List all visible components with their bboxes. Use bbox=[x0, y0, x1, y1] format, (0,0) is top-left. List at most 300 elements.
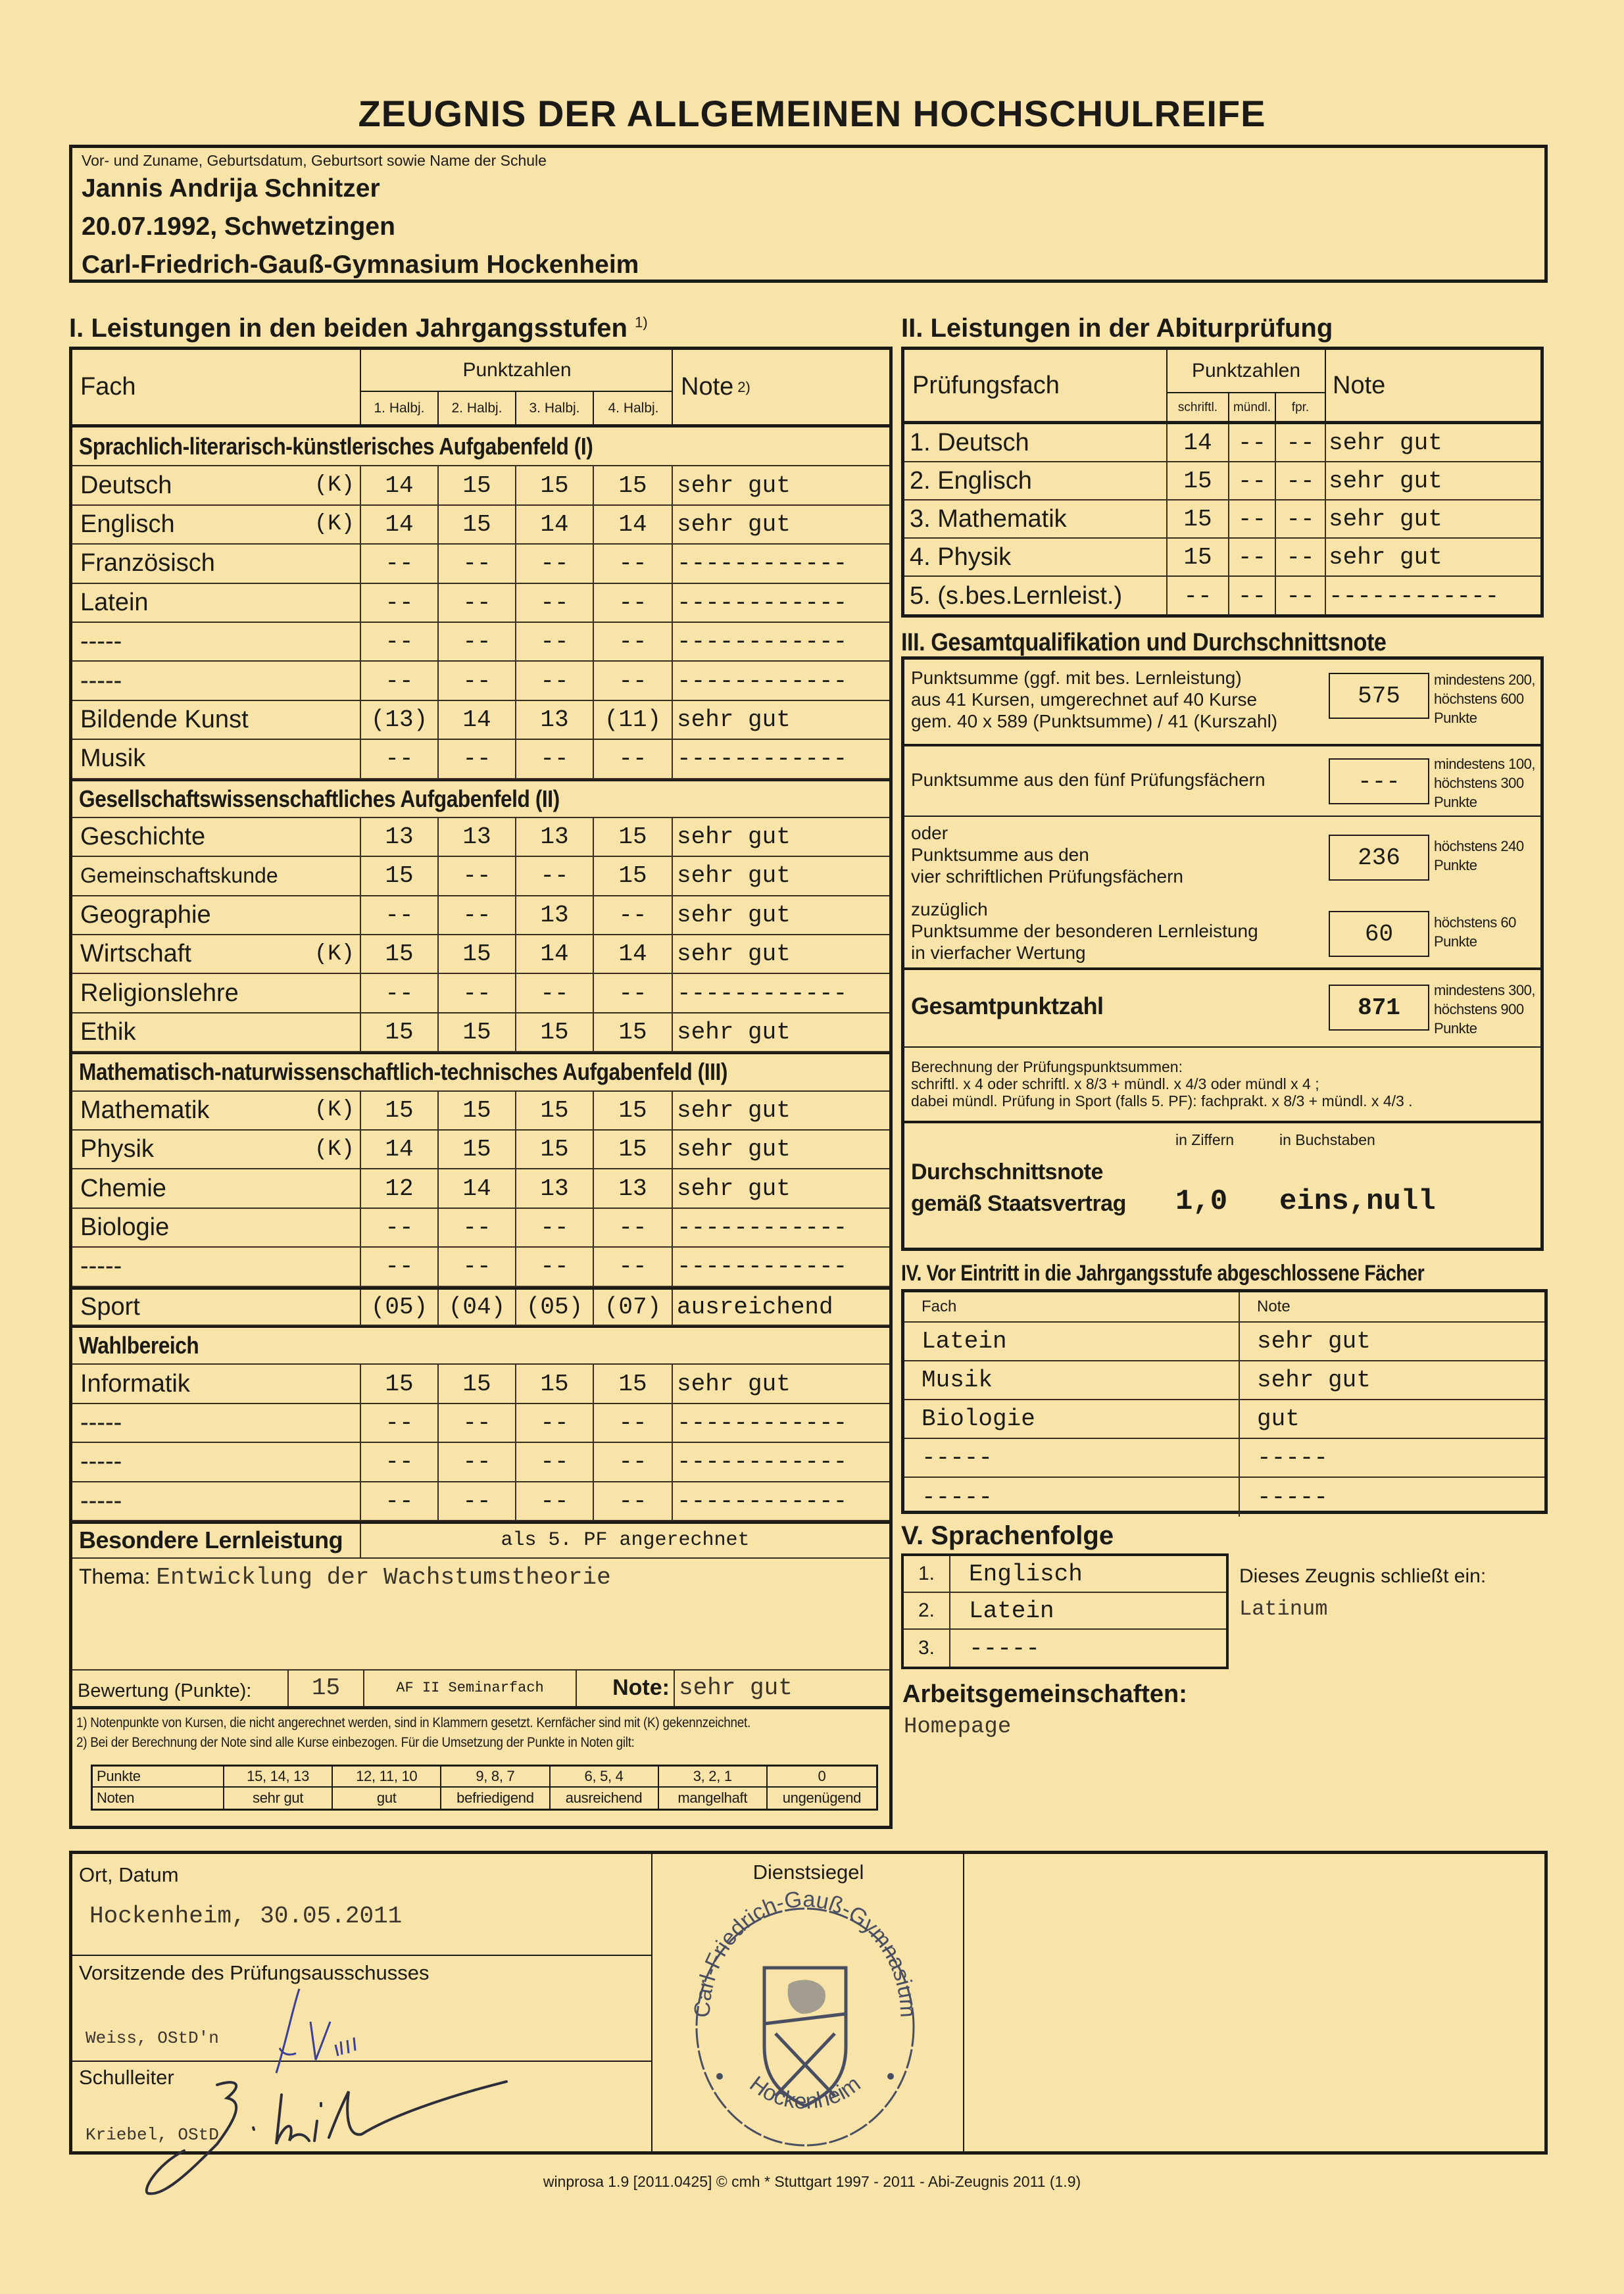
table-row bbox=[904, 1323, 1544, 1361]
subject-cell bbox=[72, 545, 361, 582]
group-heading-text: Mathematisch-naturwissenschaftlich-technisches Aufgabenfeld (III) bbox=[79, 1058, 727, 1086]
points-cell: -- bbox=[594, 584, 673, 622]
subject-cell bbox=[72, 1209, 361, 1246]
note-footnote-mark: 2) bbox=[737, 378, 750, 395]
besondere-label: Besondere Lernleistung bbox=[72, 1524, 361, 1557]
points-cell: 15 bbox=[594, 818, 673, 856]
points-cell: 13 bbox=[516, 1169, 594, 1207]
subject-cell bbox=[72, 701, 361, 739]
subject-name: Musik bbox=[80, 744, 146, 773]
subject-cell bbox=[72, 623, 361, 660]
bll-text bbox=[911, 898, 1258, 964]
points-cell: -- bbox=[1229, 577, 1276, 615]
points-cell: 13 bbox=[361, 818, 439, 856]
points-cell: 14 bbox=[594, 506, 673, 543]
grade-cell: ----- bbox=[1257, 1444, 1329, 1471]
berechnung-block bbox=[904, 1048, 1540, 1123]
points-cell: -- bbox=[1276, 539, 1326, 575]
subject-cell bbox=[72, 1248, 361, 1285]
section1-table bbox=[69, 347, 893, 1829]
col-punktzahlen-2 bbox=[1168, 350, 1326, 422]
exam-subject: 1. Deutsch bbox=[904, 424, 1168, 461]
punktsumme-block bbox=[904, 660, 1540, 746]
points-cell: -- bbox=[594, 1443, 673, 1480]
col-pruefungsfach: Prüfungsfach bbox=[904, 350, 1168, 422]
points-cell: 15 bbox=[439, 1013, 516, 1051]
points-cell: -- bbox=[594, 662, 673, 699]
limit-line: höchstens 240 bbox=[1434, 838, 1524, 854]
seal-star-icon bbox=[887, 2073, 894, 2080]
table-row bbox=[72, 466, 889, 505]
table-row bbox=[72, 584, 889, 623]
points-cell: 14 bbox=[439, 701, 516, 739]
limit-line: Punkte bbox=[1434, 1020, 1477, 1037]
table-row bbox=[72, 1131, 889, 1169]
besondere-lernleistung-row bbox=[72, 1521, 889, 1559]
grade-scale-noten-row bbox=[93, 1788, 876, 1809]
points-cell: -- bbox=[439, 623, 516, 660]
table-row bbox=[72, 740, 889, 779]
points-cell: -- bbox=[594, 623, 673, 660]
language-name: Latein bbox=[969, 1597, 1054, 1624]
grade-cell: ausreichend bbox=[677, 1293, 833, 1321]
footer-software-info: winprosa 1.9 [2011.0425] © cmh * Stuttgart 1997 - 2011 - Abi-Zeugnis 2011 (1.9) bbox=[543, 2173, 1081, 2190]
seal-text-bottom: Hockenheim bbox=[745, 2071, 866, 2114]
points-cell: -- bbox=[439, 1209, 516, 1246]
scale-punkte-cell: 12, 11, 10 bbox=[333, 1767, 441, 1786]
signature-box bbox=[69, 1851, 1548, 2155]
bewertung-note-label: Note: bbox=[577, 1671, 675, 1706]
subject-name: Gemeinschaftskunde bbox=[80, 864, 278, 888]
section1-heading-text: I. Leistungen in den beiden Jahrgangsstufen bbox=[69, 314, 627, 343]
ort-datum-value: Hockenheim, 30.05.2011 bbox=[89, 1903, 403, 1930]
section2-heading: II. Leistungen in der Abiturprüfung bbox=[901, 314, 1333, 343]
student-name: Jannis Andrija Schnitzer bbox=[82, 174, 380, 203]
bll-value: 60 bbox=[1329, 911, 1429, 957]
vorsitz-label: Vorsitzende des Prüfungsausschusses bbox=[79, 1961, 430, 1984]
points-cell: -- bbox=[594, 1404, 673, 1442]
vorsitz-cell bbox=[72, 1956, 652, 2062]
points-cell: -- bbox=[516, 1209, 594, 1246]
points-cell: 14 bbox=[594, 935, 673, 973]
punktsumme-text bbox=[911, 667, 1277, 732]
gesamt-label: Gesamtpunktzahl bbox=[911, 992, 1104, 1019]
language-number: 1. bbox=[904, 1556, 950, 1592]
points-cell: 14 bbox=[1168, 424, 1229, 461]
kernfach-mark: (K) bbox=[314, 473, 355, 499]
noten-label: Noten bbox=[93, 1788, 224, 1809]
subject-cell bbox=[72, 584, 361, 622]
berechnung-text bbox=[911, 1058, 1413, 1110]
grade-cell: sehr gut bbox=[1329, 505, 1442, 533]
points-cell: 15 bbox=[1168, 539, 1229, 575]
points-cell: 14 bbox=[361, 506, 439, 543]
points-cell: (07) bbox=[594, 1290, 673, 1325]
subject-cell: Biologie bbox=[904, 1400, 1240, 1438]
text-line: Punktsumme der besonderen Lernleistung bbox=[911, 921, 1258, 941]
points-cell: 13 bbox=[516, 818, 594, 856]
arbeitsgemeinschaften-value: Homepage bbox=[904, 1715, 1012, 1740]
besondere-status: als 5. PF angerechnet bbox=[501, 1529, 750, 1552]
table-row bbox=[904, 500, 1540, 539]
points-cell: 15 bbox=[361, 935, 439, 973]
grade-cell: ------------ bbox=[677, 1214, 848, 1241]
limit-line: höchstens 900 bbox=[1434, 1001, 1524, 1017]
fuenf-block bbox=[904, 746, 1540, 817]
table-row bbox=[72, 974, 889, 1013]
table-row bbox=[904, 1439, 1544, 1478]
points-cell: -- bbox=[594, 740, 673, 777]
subject-cell: Musik bbox=[904, 1361, 1240, 1399]
subject-cell bbox=[72, 1169, 361, 1207]
points-cell: -- bbox=[1229, 539, 1276, 575]
grade-cell: ----- bbox=[1257, 1484, 1329, 1511]
col-punktzahlen bbox=[361, 350, 673, 424]
bewertung-row bbox=[72, 1671, 889, 1709]
points-cell: -- bbox=[1229, 500, 1276, 537]
col-note-4: Note bbox=[1257, 1298, 1291, 1315]
text-line: Berechnung der Prüfungspunktsummen: bbox=[911, 1058, 1183, 1075]
points-cell: -- bbox=[1276, 462, 1326, 499]
kernfach-mark: (K) bbox=[314, 941, 355, 967]
table-row bbox=[904, 1400, 1544, 1439]
seal-text-top: Carl-Friedrich-Gauß-Gymnasium bbox=[689, 1886, 921, 2018]
group-heading-text: Gesellschaftswissenschaftliches Aufgabenfeld (II) bbox=[79, 785, 560, 812]
points-cell: -- bbox=[439, 1404, 516, 1442]
grade-cell: sehr gut bbox=[1329, 543, 1442, 571]
grade-cell: sehr gut bbox=[677, 510, 791, 538]
points-cell: -- bbox=[1276, 500, 1326, 537]
fuenf-value: --- bbox=[1329, 758, 1429, 804]
footnote-1: 1) Notenpunkte von Kursen, die nicht angerechnet werden, sind in Klammern gesetzt. Kernfächer sind mit (K) gekennzeichnet. bbox=[76, 1715, 751, 1730]
subject-cell bbox=[72, 896, 361, 934]
grade-cell: ------------ bbox=[677, 550, 848, 577]
points-cell: -- bbox=[361, 584, 439, 622]
points-cell: -- bbox=[361, 623, 439, 660]
ziffern-label: in Ziffern bbox=[1175, 1131, 1235, 1148]
exam-subject: 2. Englisch bbox=[904, 462, 1168, 499]
group-heading-text: Wahlbereich bbox=[79, 1332, 199, 1359]
durchschnitt-ziffern: 1,0 bbox=[1175, 1185, 1228, 1218]
points-cell: 14 bbox=[361, 1131, 439, 1168]
exam-subject: 5. (s.bes.Lernleist.) bbox=[904, 577, 1168, 615]
points-cell: -- bbox=[439, 584, 516, 622]
zeugnis-schliesst-ein-value: Latinum bbox=[1239, 1597, 1328, 1621]
subject-cell bbox=[72, 1290, 361, 1325]
scale-punkte-cell: 6, 5, 4 bbox=[551, 1767, 659, 1786]
table-row bbox=[72, 1092, 889, 1131]
section3-box bbox=[901, 656, 1544, 1251]
subject-name: Ethik bbox=[80, 1018, 136, 1046]
subject-name: Biologie bbox=[80, 1213, 170, 1241]
points-cell: 14 bbox=[516, 506, 594, 543]
table-row bbox=[72, 1209, 889, 1248]
grade-cell: ------------ bbox=[677, 589, 848, 616]
points-cell: 15 bbox=[361, 857, 439, 894]
ort-datum-label: Ort, Datum bbox=[79, 1863, 179, 1886]
col-schriftl: schriftl. bbox=[1168, 393, 1229, 422]
points-cell: (05) bbox=[361, 1290, 439, 1325]
points-cell: 14 bbox=[361, 466, 439, 504]
points-cell: -- bbox=[439, 974, 516, 1012]
table-row bbox=[904, 1556, 1226, 1593]
subject-cell bbox=[72, 1131, 361, 1168]
limit-line: höchstens 300 bbox=[1434, 775, 1524, 791]
text-line: aus 41 Kursen, umgerechnet auf 40 Kurse bbox=[911, 689, 1258, 710]
grade-cell: sehr gut bbox=[677, 1096, 791, 1124]
section4-body bbox=[904, 1323, 1544, 1517]
grade-cell: ------------ bbox=[1329, 582, 1500, 610]
subject-cell bbox=[72, 1013, 361, 1051]
points-cell: -- bbox=[516, 584, 594, 622]
fuenf-limits bbox=[1434, 754, 1535, 812]
text-line: vier schriftlichen Prüfungsfächern bbox=[911, 866, 1183, 887]
scale-noten-cell: gut bbox=[333, 1788, 441, 1809]
points-cell: 13 bbox=[594, 1169, 673, 1207]
points-cell: -- bbox=[594, 1248, 673, 1285]
subject-name: Sport bbox=[80, 1292, 140, 1321]
points-cell: -- bbox=[361, 1443, 439, 1480]
footnote-2: 2) Bei der Berechnung der Note sind alle Kurse einbezogen. Für die Umsetzung der Punkte in Noten gilt: bbox=[76, 1734, 635, 1750]
points-cell: 15 bbox=[439, 506, 516, 543]
points-cell: -- bbox=[361, 974, 439, 1012]
grade-cell: ------------ bbox=[677, 979, 848, 1007]
table-row bbox=[72, 1013, 889, 1052]
grade-cell: gut bbox=[1257, 1405, 1300, 1432]
subject-name: Englisch bbox=[80, 510, 175, 538]
scale-punkte-cell: 9, 8, 7 bbox=[441, 1767, 550, 1786]
grade-scale-punkte-row bbox=[93, 1767, 876, 1788]
durchschnitt-label bbox=[911, 1156, 1126, 1219]
points-cell: 14 bbox=[439, 1169, 516, 1207]
document-title: ZEUGNIS DER ALLGEMEINEN HOCHSCHULREIFE bbox=[358, 93, 1266, 134]
grade-cell: sehr gut bbox=[677, 901, 791, 929]
points-cell: 12 bbox=[361, 1169, 439, 1207]
subject-name: Französisch bbox=[80, 549, 215, 577]
points-cell: -- bbox=[439, 1482, 516, 1520]
vorsitz-name: Weiss, OStD'n bbox=[86, 2028, 219, 2048]
subject-cell bbox=[72, 935, 361, 973]
points-cell: 15 bbox=[516, 1131, 594, 1168]
punkte-label: Punkte bbox=[93, 1767, 224, 1786]
points-cell: -- bbox=[516, 740, 594, 777]
points-cell: 13 bbox=[516, 701, 594, 739]
text-line: Punktsumme aus den bbox=[911, 844, 1089, 865]
bewertung-seminar: AF II Seminarfach bbox=[364, 1671, 577, 1706]
points-cell: 13 bbox=[516, 896, 594, 934]
col-fach-4: Fach bbox=[904, 1292, 1240, 1321]
thema-area bbox=[72, 1559, 889, 1671]
subject-cell bbox=[72, 1443, 361, 1480]
points-cell: 15 bbox=[361, 1013, 439, 1051]
points-cell: -- bbox=[516, 974, 594, 1012]
vier-limits bbox=[1434, 837, 1524, 875]
subject-name: ----- bbox=[80, 1486, 122, 1515]
gesamt-block bbox=[904, 970, 1540, 1048]
grade-cell: sehr gut bbox=[677, 1136, 791, 1163]
points-cell: -- bbox=[594, 974, 673, 1012]
points-cell: (11) bbox=[594, 701, 673, 739]
table-row bbox=[904, 577, 1540, 615]
subject-cell bbox=[72, 1365, 361, 1402]
kernfach-mark: (K) bbox=[314, 1136, 355, 1162]
table-row bbox=[904, 462, 1540, 500]
points-cell: 15 bbox=[594, 466, 673, 504]
grade-cell: sehr gut bbox=[677, 1175, 791, 1202]
grade-cell: ------------ bbox=[677, 1409, 848, 1436]
durchschnitt-buchstaben: eins,null bbox=[1279, 1185, 1436, 1218]
bewertung-note: sehr gut bbox=[679, 1674, 793, 1702]
col-note-2: Note bbox=[1333, 372, 1386, 399]
arbeitsgemeinschaften-heading: Arbeitsgemeinschaften: bbox=[902, 1680, 1187, 1708]
personal-data-label: Vor- und Zuname, Geburtsdatum, Geburtsort sowie Name der Schule bbox=[82, 152, 547, 169]
grade-cell: sehr gut bbox=[677, 1370, 791, 1398]
table-row bbox=[72, 1248, 889, 1286]
text-line: Durchschnittsnote bbox=[911, 1159, 1103, 1184]
vorsitz-signature bbox=[270, 1982, 434, 2074]
scale-punkte-cell: 15, 14, 13 bbox=[224, 1767, 333, 1786]
points-cell: 15 bbox=[1168, 462, 1229, 499]
section3-heading: III. Gesamtqualifikation und Durchschnittsnote bbox=[901, 629, 1387, 656]
subject-cell: Latein bbox=[904, 1323, 1240, 1360]
section2-table bbox=[901, 347, 1544, 618]
table-row bbox=[904, 539, 1540, 577]
table-row bbox=[72, 857, 889, 896]
points-cell: -- bbox=[516, 662, 594, 699]
table-row bbox=[72, 1404, 889, 1443]
dienstsiegel-label: Dienstsiegel bbox=[752, 1861, 864, 1884]
points-cell: -- bbox=[1168, 577, 1229, 615]
grade-cell: ------------ bbox=[677, 1448, 848, 1476]
subject-cell bbox=[72, 466, 361, 504]
school-seal bbox=[667, 1886, 943, 2149]
points-cell: -- bbox=[439, 1443, 516, 1480]
points-cell: -- bbox=[361, 1248, 439, 1285]
points-cell: 15 bbox=[516, 466, 594, 504]
subject-name: Deutsch bbox=[80, 471, 172, 499]
points-cell: 15 bbox=[594, 1365, 673, 1402]
subject-name: Chemie bbox=[80, 1174, 166, 1202]
table-row bbox=[72, 623, 889, 662]
points-cell: -- bbox=[361, 896, 439, 934]
table-row bbox=[72, 545, 889, 583]
language-number: 3. bbox=[904, 1630, 950, 1667]
limit-line: mindestens 200, bbox=[1434, 671, 1535, 688]
subject-name: ----- bbox=[80, 627, 122, 656]
points-cell: -- bbox=[594, 896, 673, 934]
subject-name: ----- bbox=[80, 1252, 122, 1281]
points-cell: -- bbox=[516, 1404, 594, 1442]
table-row bbox=[72, 662, 889, 700]
subject-name: Religionslehre bbox=[80, 979, 239, 1007]
table-row bbox=[72, 935, 889, 974]
subject-name: ----- bbox=[80, 1448, 122, 1476]
thema-label: Thema: bbox=[79, 1564, 151, 1588]
seal-star-icon bbox=[716, 2073, 723, 2080]
points-cell: 15 bbox=[1168, 500, 1229, 537]
grade-cell: sehr gut bbox=[1257, 1367, 1371, 1394]
bewertung-punkte: 15 bbox=[289, 1671, 364, 1706]
points-cell: -- bbox=[516, 857, 594, 894]
table-row bbox=[72, 701, 889, 740]
col-halbj-1: 1. Halbj. bbox=[361, 392, 439, 424]
points-cell: 15 bbox=[594, 1092, 673, 1129]
punktsumme-limits bbox=[1434, 670, 1535, 727]
grade-cell: ------------ bbox=[677, 628, 848, 656]
points-cell: 15 bbox=[439, 935, 516, 973]
table-row bbox=[72, 1365, 889, 1403]
language-name: Englisch bbox=[969, 1560, 1083, 1588]
points-cell: -- bbox=[439, 545, 516, 582]
grade-cell: sehr gut bbox=[1329, 429, 1442, 456]
points-cell: -- bbox=[1276, 577, 1326, 615]
points-cell: 15 bbox=[361, 1365, 439, 1402]
col-fpr: fpr. bbox=[1291, 400, 1310, 414]
points-cell: 15 bbox=[594, 857, 673, 894]
limit-line: mindestens 100, bbox=[1434, 756, 1535, 772]
section1-body bbox=[72, 427, 889, 1521]
subject-cell bbox=[72, 506, 361, 543]
ort-datum-cell bbox=[72, 1854, 652, 1956]
scale-noten-cell: sehr gut bbox=[224, 1788, 333, 1809]
col-note-label: Note bbox=[681, 373, 734, 401]
points-cell: 15 bbox=[439, 1365, 516, 1402]
subject-name: Wirtschaft bbox=[80, 940, 191, 968]
table-row bbox=[904, 1361, 1544, 1400]
subject-name: Mathematik bbox=[80, 1096, 210, 1124]
grade-cell: ------------ bbox=[677, 1253, 848, 1281]
subject-name: Latein bbox=[80, 588, 149, 616]
points-cell: -- bbox=[594, 545, 673, 582]
col-fach: Fach bbox=[72, 350, 361, 424]
subject-cell bbox=[72, 857, 361, 894]
text-line: oder bbox=[911, 823, 948, 843]
scale-noten-cell: ungenügend bbox=[782, 1789, 862, 1806]
points-cell: 15 bbox=[361, 1092, 439, 1129]
col-muendl: mündl. bbox=[1229, 393, 1276, 422]
subject-name: Informatik bbox=[80, 1369, 190, 1398]
limit-line: Punkte bbox=[1434, 857, 1477, 873]
vier-text bbox=[911, 822, 1183, 887]
points-cell: -- bbox=[1276, 424, 1326, 461]
zeugnis-schliesst-ein-label: Dieses Zeugnis schließt ein: bbox=[1239, 1565, 1487, 1587]
grade-cell: sehr gut bbox=[677, 706, 791, 733]
points-cell: -- bbox=[516, 1482, 594, 1520]
points-cell: 15 bbox=[594, 1013, 673, 1051]
subject-name: Geographie bbox=[80, 900, 211, 929]
bewertung-label: Bewertung (Punkte): bbox=[72, 1671, 289, 1706]
section5-heading: V. Sprachenfolge bbox=[901, 1521, 1114, 1550]
grade-cell: sehr gut bbox=[677, 1019, 791, 1046]
col-note bbox=[673, 350, 889, 424]
group-heading-text: Sprachlich-literarisch-künstlerisches Aufgabenfeld (I) bbox=[79, 432, 593, 460]
subject-cell bbox=[72, 740, 361, 777]
subject-cell bbox=[72, 1092, 361, 1129]
text-line: gemäß Staatsvertrag bbox=[911, 1191, 1126, 1216]
points-cell: -- bbox=[439, 740, 516, 777]
subject-cell: ----- bbox=[904, 1439, 1240, 1476]
points-cell: -- bbox=[1229, 424, 1276, 461]
grade-cell: sehr gut bbox=[677, 862, 791, 890]
exam-subject: 4. Physik bbox=[904, 539, 1168, 575]
subject-cell bbox=[72, 818, 361, 856]
schulleiter-cell bbox=[72, 2062, 652, 2151]
text-line: in vierfacher Wertung bbox=[911, 942, 1086, 963]
dienstsiegel-cell bbox=[652, 1854, 964, 2151]
school-name: Carl-Friedrich-Gauß-Gymnasium Hockenheim bbox=[82, 251, 639, 279]
limit-line: höchstens 60 bbox=[1434, 914, 1516, 931]
points-cell: -- bbox=[594, 1482, 673, 1520]
